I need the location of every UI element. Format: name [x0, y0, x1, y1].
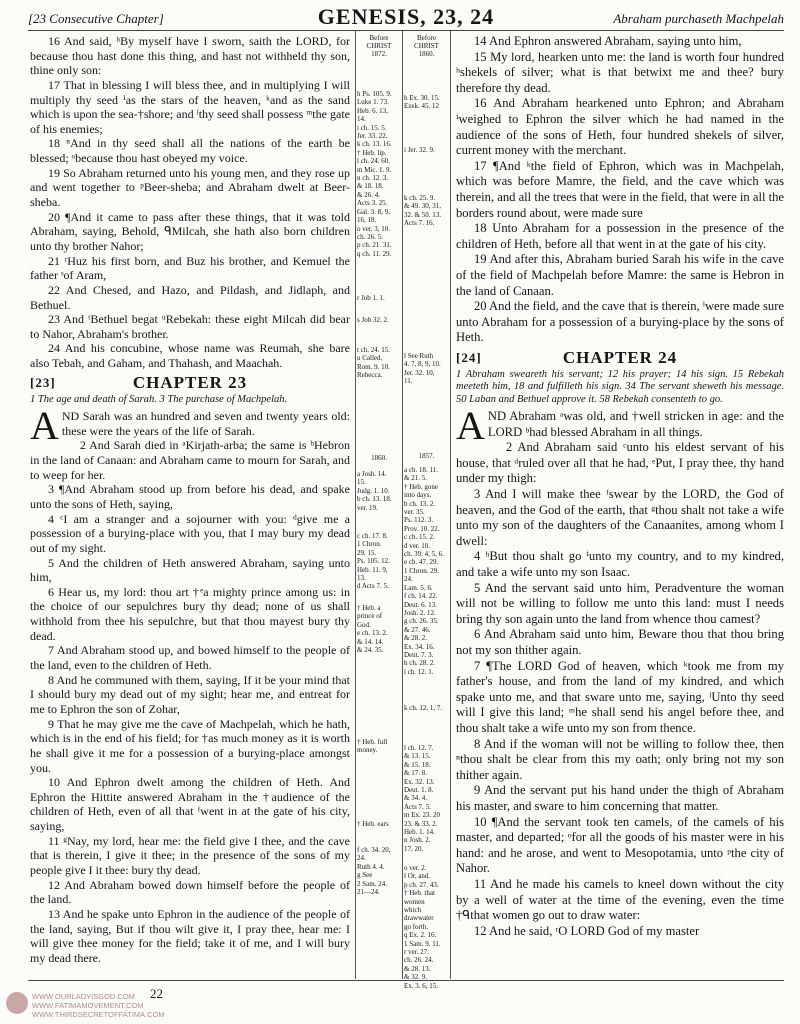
verse: 16 And said, ʰBy myself have I sworn, saith the LORD, for because thou hast done this thing, and hast not withheld thy son, thine only son:	[30, 34, 350, 78]
page-topic: Abraham purchaseth Machpelah	[613, 11, 784, 26]
chapter-number: [23]	[30, 374, 56, 390]
verse: 6 And Abraham said unto him, Beware thou that thou bring not my son thither again.	[456, 627, 784, 657]
verse: 4 ᶜI am a stranger and a sojourner with you: ᵈgive me a possession of a burying-place with you, that I may bury my dead out of my sight.	[30, 511, 350, 555]
verse: 14 And Ephron answered Abraham, saying unto him,	[474, 34, 742, 48]
verse: 17 That in blessing I will bless thee, and in multiplying I will multiply thy seed ⁱas the stars of the heaven, ᵏand as the sand which is upon the sea-†shore; and ˡthy seed shall possess ᵐthe gate of his enemies;	[30, 77, 350, 136]
chapter-23-heading	[30, 373, 350, 393]
verse: 22 And Chesed, and Hazo, and Pildash, and Jidlaph, and Bethuel.	[30, 282, 350, 312]
verse: 3 And I will make thee ᶠswear by the LORD, the God of heaven, and the God of the earth, that ᵍthou shalt not take a wife unto my son of the daughters of the Canaanites, among whom I dwell:	[456, 487, 784, 548]
header-rule	[28, 30, 784, 31]
verse: 9 That he may give me the cave of Machpelah, which he hath, which is in the end of his field; for †as much money as it is worth he shall give it me for a possession of a burying-place amongst you.	[30, 716, 350, 775]
page-title: GENESIS, 23, 24	[317, 4, 495, 29]
footer-rule	[28, 980, 784, 981]
verse: 18 Unto Abraham for a possession in the presence of the children of Heth, before all that went in at the gate of his city.	[456, 221, 784, 251]
cross-reference: r Job 1. 1.	[357, 294, 385, 302]
chapter-24-heading	[456, 348, 784, 368]
chapter-summary: 1 Abraham sweareth his servant; 12 his prayer; 14 his sign. 15 Rebekah meeteth him, 18 and fulfilleth his sign. 34 The servant sheweth his message. 50 Laban and Bethuel approve it. 58 Rebekah consenteth to go.	[456, 368, 784, 405]
left-margin-references	[357, 34, 401, 974]
cross-reference: i Jer. 32. 9.	[404, 146, 435, 154]
cross-reference: a ch. 18. 11. & 21. 5. † Heb. gone into days. b ch. 13. 2. ver. 35. Ps. 112. 3. Prov. 10. 22. c ch. 15. 2. d ver. 10. ch. 39. 4, 5, 6. e ch. 47. 29. 1 Chron. 29. 24. Lam. 5. 6. f ch. 14. 22. Deut. 6. 13. Josh. 2. 12. g ch. 26. 35. & 27. 46. & 28. 2. Ex. 34. 16. Deut. 7. 3. h ch. 28. 2. i ch. 12. 1.	[404, 466, 444, 676]
cross-reference: t ch. 24. 15. u Called, Rom. 9. 10. Rebecca.	[357, 346, 391, 380]
cross-reference: k ch. 25. 9. & 49. 30, 31, 32. & 50. 13. Acts 7. 16.	[404, 194, 441, 228]
verse: 15 My lord, hearken unto me: the land is worth four hundred ʰshekels of silver; what is that betwixt me and thee? bury therefore thy dead.	[456, 49, 784, 95]
cross-reference: c ch. 17. 8. 1 Chron. 29. 15. Ps. 105. 12. Heb. 11. 9, 13. d Acts 7. 5.	[357, 532, 390, 591]
verse: 11 And he made his camels to kneel down without the city by a well of water at the time of the evening, even the time †ᑫthat women go out to draw water:	[456, 876, 784, 923]
cross-reference: l ch. 12. 7. & 13. 15. & 15. 18. & 17. 8. Ex. 32. 13. Deut. 1. 8. & 34. 4. Acts 7. 5. m Ex. 23. 20 23. & 33. 2. Heb. 1. 14. n Josh. 2. 17, 20.	[404, 744, 440, 853]
verse: 20 And the field, and the cave that is therein, ˡwere made sure unto Abraham for a possession of a burying-place by the sons of Heth.	[456, 299, 784, 345]
cross-reference: † Heb. a prince of God. e ch. 13. 2. & 14. 14. & 24. 35.	[357, 604, 388, 655]
cross-reference: k ch. 12. 1, 7.	[404, 704, 443, 712]
footer-urls: WWW.OURLADYISGOD.COM WWW.FATIMAMOVEMENT.COM WWW.THIRDSECRETOFFATIMA.COM	[32, 992, 165, 1019]
divider-right	[450, 31, 451, 979]
verse: 17 ¶And ᵏthe field of Ephron, which was in Machpelah, which was before Mamre, the field, and the cave which was therein, and all the trees that were in the field, that were in all the borders round about, were made sure	[456, 158, 785, 220]
date-header: Before CHRIST 1872.	[366, 34, 392, 58]
chapter-summary: 1 The age and death of Sarah. 3 The purchase of Machpelah.	[30, 393, 288, 405]
verse: AND Sarah was an hundred and seven and twenty years old: these were the years of the life of Sarah.	[30, 403, 350, 449]
ministry-logo-icon	[6, 992, 28, 1014]
divider-left	[355, 31, 356, 979]
page-number: 22	[150, 986, 163, 1001]
verse: 3 ¶And Abraham stood up from before his dead, and spake unto the sons of Heth, saying,	[30, 482, 350, 511]
verse: 24 And his concubine, whose name was Reumah, she bare also Tebah, and Gaham, and Thahash, and Maachah.	[30, 341, 350, 371]
verse: 9 And the servant put his hand under the thigh of Abraham his master, and sware to him concerning that matter.	[456, 783, 784, 813]
right-text-column	[456, 34, 784, 939]
chapter-reference: [23 Consecutive Chapter]	[28, 11, 164, 26]
verse: AND Abraham ᵃwas old, and †well stricken in age: and the LORD ᵇhad blessed Abraham in all things.	[456, 403, 784, 449]
cross-reference: h Ex. 30. 15. Ezek. 45. 12	[404, 94, 440, 111]
verse: 16 And Abraham hearkened unto Ephron; and Abraham ⁱweighed to Ephron the silver which he had named in the audience of the sons of Heth, four hundred shekels of silver, current money with the merchant.	[456, 96, 784, 158]
drop-cap: A	[30, 403, 59, 449]
verse: 6 Hear us, my lord: thou art †ᵉa mighty prince among us: in the choice of our sepulchres bury thy dead; none of us shall withhold from thee his sepulchre, but that thou mayest bury thy dead.	[30, 584, 350, 643]
date-marker: 1857.	[418, 452, 435, 460]
cross-reference: a Josh. 14. 15. Judg. 1. 10. b ch. 13. 18. ver. 19.	[357, 470, 392, 512]
verse: 7 And Abraham stood up, and bowed himself to the people of the land, even to the children of Heth.	[30, 643, 350, 673]
verse: 11 ᵍNay, my lord, hear me: the field give I thee, and the cave that is therein, I give it thee; in the presence of the sons of my people give I it thee: bury thy dead.	[30, 833, 350, 877]
cross-reference: o ver. 2. ‖ Or, and. p ch. 27. 43. † Heb. that women which drawwater go forth. q Ex. 2. 16. 1 Sam. 9. 11. r ver. 27. ch. 26. 24. & 28. 13. & 32. 9. Ex. 3. 6, 15.	[404, 864, 441, 990]
verse: 19 And after this, Abraham buried Sarah his wife in the cave of the field of Machpelah before Mamre: the same is Hebron in the land of Canaan.	[456, 252, 784, 298]
cross-reference: s Job 32. 2.	[357, 316, 389, 324]
right-margin-references	[404, 34, 449, 990]
verse: 12 And he said, ʳO LORD God of my master	[474, 923, 700, 938]
verse: 5 And the servant said unto him, Peradventure the woman will not be willing to follow me unto this land: must I needs bring thy son again unto the land from whence thou camest?	[456, 580, 784, 626]
verse: 8 And if the woman will not be willing to follow thee, then ⁿthou shalt be clear from this my oath; only bring not my son thither again.	[456, 736, 784, 782]
verse: 10 And Ephron dwelt among the children of Heth. And Ephron the Hittite answered Abraham in the †audience of the children of Heth, even of all that ᶠwent in at the gate of his city, saying,	[30, 775, 350, 834]
genesis-22-verses	[30, 34, 350, 371]
running-header	[28, 4, 784, 28]
verse: 2 And Abraham said ᶜunto his eldest servant of his house, that ᵈruled over all that he had, ᵉPut, I pray thee, thy hand under my thigh:	[456, 440, 784, 486]
verse: 13 And he spake unto Ephron in the audience of the people of the land, saying, But if thou wilt give it, I pray thee, hear me: I will give thee money for the field; take it of me, and I will bury my dead there.	[30, 906, 350, 965]
verse: 23 And ᵗBethuel begat ᵘRebekah: these eight Milcah did bear to Nahor, Abraham's brother.	[30, 312, 350, 341]
verse: 7 ¶The LORD God of heaven, which ᵏtook me from my father's house, and from the land of my kindred, and which spake unto me, and that sware unto me, saying, ˡUnto thy seed will I give this land; ᵐhe shall send his angel before thee, and thou shalt take a wife unto my son from thence.	[456, 658, 784, 735]
cross-reference: l See Ruth 4. 7, 8, 9, 10. Jer. 32. 10, 11.	[404, 352, 441, 386]
date-marker: 1860.	[371, 454, 387, 462]
verse: 4 ʰBut thou shalt go ⁱunto my country, and to my kindred, and take a wife unto my son Isaac.	[456, 549, 784, 580]
verse: 5 And the children of Heth answered Abraham, saying unto him,	[30, 555, 350, 585]
verse: 12 And Abraham bowed down himself before the people of the land.	[30, 877, 350, 907]
cross-reference: h Ps. 105. 9. Luke 1. 73. Heb. 6. 13, 14. i ch. 15. 5. Jer. 33. 22. k ch. 13. 16. † Heb. lip. l ch. 24. 60. m Mic. 1. 9. n ch. 12. 3. & 18. 18. & 26. 4. Acts 3. 25. Gal. 3. 8, 9, 16, 18. o ver. 3, 10. ch. 26. 5. p ch. 21. 31. q ch. 11. 29.	[357, 90, 392, 258]
verse: 21 ʳHuz his first born, and Buz his brother, and Kemuel the father ˢof Aram,	[30, 253, 350, 283]
chapter-title: CHAPTER 24	[562, 347, 678, 367]
cross-reference: † Heb. ears	[357, 820, 389, 828]
drop-cap: A	[456, 403, 485, 449]
chapter-title: CHAPTER 23	[132, 372, 248, 392]
verse: 18 ⁿAnd in thy seed shall all the nations of the earth be blessed; ᵒbecause thou hast obeyed my voice.	[30, 136, 350, 166]
left-text-column	[30, 34, 350, 965]
divider-center	[402, 31, 403, 979]
verse: 19 So Abraham returned unto his young men, and they rose up and went together to ᵖBeer-sheba; and Abraham dwelt at Beer-sheba.	[30, 165, 350, 210]
cross-reference: f ch. 34. 20, 24. Ruth 4. 4. g See 2 Sam. 24. 21—24.	[357, 846, 391, 897]
chapter-number: [24]	[456, 349, 482, 365]
verse: 20 ¶And it came to pass after these things, that it was told Abraham, saying, Behold, ᑫMilcah, she hath also born children unto thy brother Nahor;	[30, 209, 350, 253]
cross-reference: † Heb. full money.	[357, 738, 388, 755]
verse: 10 ¶And the servant took ten camels, of the camels of his master, and departed; ᵒfor all the goods of his master were in his hand: and he arose, and went to Mesopotamia, unto ᵖthe city of Nahor.	[456, 814, 784, 876]
verse: 2 And Sarah died in ᵃKirjath-arba; the same is ᵇHebron in the land of Canaan: and Abraham came to mourn for Sarah, and to weep for her.	[30, 438, 350, 482]
verse: 8 And he communed with them, saying, If it be your mind that I should bury my dead out of my sight; hear me, and entreat for me to Ephron the son of Zohar,	[30, 672, 350, 716]
date-header: Before CHRIST 1860.	[414, 34, 439, 58]
